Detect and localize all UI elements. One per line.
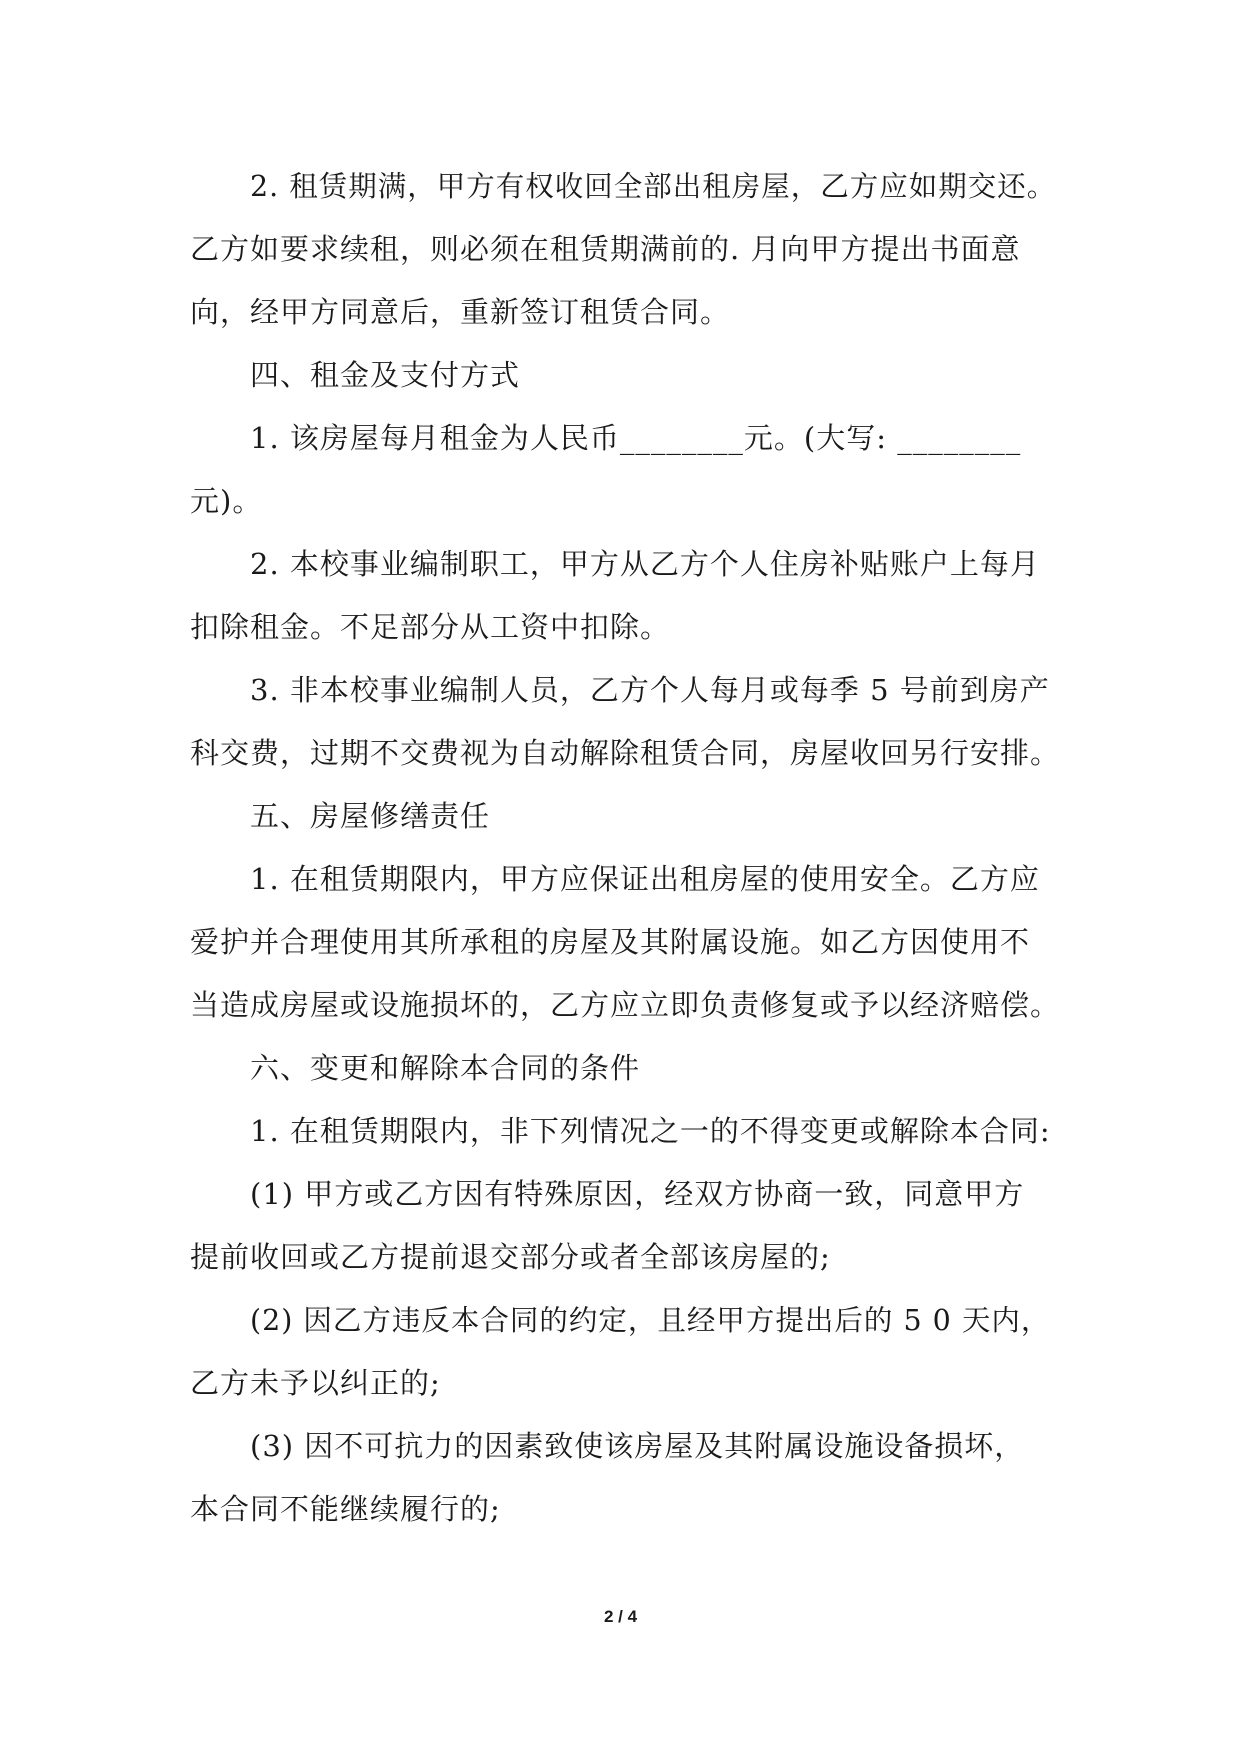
text-line: 2. 本校事业编制职工，甲方从乙方个人住房补贴账户上每月 xyxy=(250,547,1040,581)
text-line: 2. 租赁期满，甲方有权收回全部出租房屋，乙方应如期交还。 xyxy=(250,170,1057,203)
section-heading: 六、变更和解除本合同的条件 xyxy=(250,1051,641,1085)
text-line: (1) 甲方或乙方因有特殊原因，经双方协商一致，同意甲方 xyxy=(250,1177,1025,1211)
text-line: 1. 在租赁期限内，非下列情况之一的不得变更或解除本合同: xyxy=(250,1114,1051,1148)
text-line: 提前收回或乙方提前退交部分或者全部该房屋的; xyxy=(190,1240,831,1274)
text-line: 1. 该房屋每月租金为人民币________元。(大写: ________ xyxy=(250,421,1022,455)
text-line: 扣除租金。不足部分从工资中扣除。 xyxy=(190,610,671,644)
text-line: (2) 因乙方违反本合同的约定，且经甲方提出后的 5 0 天内， xyxy=(250,1304,1051,1337)
text-line: 乙方如要求续租，则必须在租赁期满前的. 月向甲方提出书面意 xyxy=(190,232,1021,266)
section-heading: 五、房屋修缮责任 xyxy=(250,799,491,833)
document-body xyxy=(190,155,1060,1541)
text-line: (3) 因不可抗力的因素致使该房屋及其附属设施设备损坏， xyxy=(250,1429,1025,1463)
text-line: 当造成房屋或设施损坏的，乙方应立即负责修复或予以经济赔偿。 xyxy=(190,988,1061,1022)
text-line: 3. 非本校事业编制人员，乙方个人每月或每季 5 号前到房产 xyxy=(250,673,1050,707)
text-line: 爱护并合理使用其所承租的房屋及其附属设施。如乙方因使用不 xyxy=(190,925,1031,959)
text-line: 科交费，过期不交费视为自动解除租赁合同，房屋收回另行安排。 xyxy=(190,736,1061,770)
section-heading: 四、租金及支付方式 xyxy=(250,358,521,392)
text-line: 1. 在租赁期限内，甲方应保证出租房屋的使用安全。乙方应 xyxy=(250,862,1040,896)
page-number: 2 / 4 xyxy=(603,1607,638,1626)
text-line: 元)。 xyxy=(190,484,263,518)
text-line: 乙方未予以纠正的; xyxy=(190,1366,441,1400)
text-line: 本合同不能继续履行的; xyxy=(190,1492,501,1526)
text-line: 向，经甲方同意后，重新签订租赁合同。 xyxy=(190,295,731,329)
